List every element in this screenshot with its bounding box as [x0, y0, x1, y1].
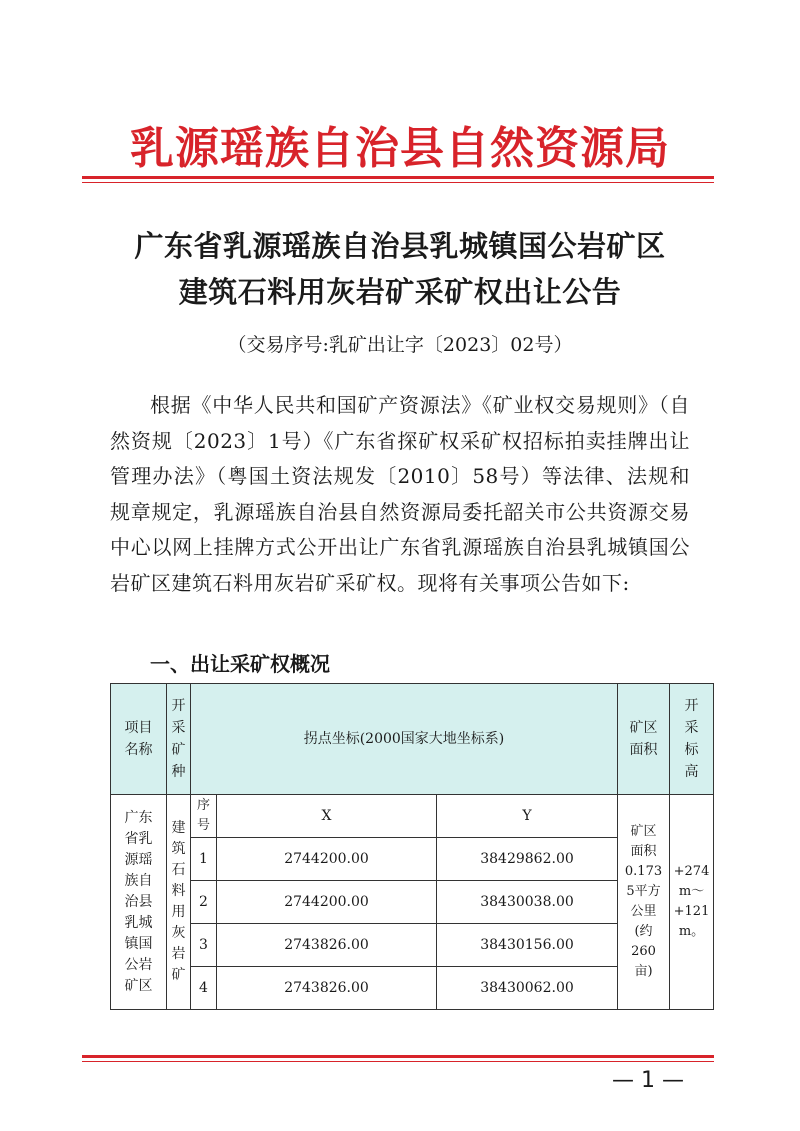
title-line-2: 建筑石料用灰岩矿采矿权出让公告	[178, 275, 622, 309]
table-sub-header-row	[111, 795, 714, 838]
sub-header-seq: 序 号	[191, 795, 217, 838]
sub-header-y: Y	[437, 795, 618, 838]
cell-y: 38429862.00	[437, 838, 618, 881]
sub-header-x: X	[217, 795, 437, 838]
cell-x: 2743826.00	[217, 924, 437, 967]
cell-y: 38430156.00	[437, 924, 618, 967]
red-rule-top-thick	[82, 176, 714, 179]
cell-x: 2743826.00	[217, 967, 437, 1010]
red-rule-bottom-thin	[82, 1061, 714, 1062]
header-elevation: 开 采 标 高	[670, 684, 714, 795]
page-number: — 1 —	[612, 1068, 684, 1093]
red-rule-bottom-thick	[82, 1055, 714, 1058]
cell-x: 2744200.00	[217, 838, 437, 881]
mining-rights-table	[110, 683, 714, 1010]
cell-seq: 3	[191, 924, 217, 967]
cell-mineral-type: 建 筑 石 料 用 灰 岩 矿	[167, 795, 191, 1010]
cell-seq: 4	[191, 967, 217, 1010]
serial-number: （交易序号:乳矿出让字〔2023〕02号）	[227, 334, 573, 356]
body-paragraph: 根据《中华人民共和国矿产资源法》《矿业权交易规则》（自然资规〔2023〕1号）《广东省探矿权采矿权招标拍卖挂牌出让管理办法》（粤国土资法规发〔2010〕58号）等法律、法规和规章规定，乳源瑶族自治县自然资源局委托韶关市公共资源交易中心以网上挂牌方式公开出让广东省乳源瑶族自治县乳城镇国公岩矿区建筑石料用灰岩矿采矿权。现将有关事项公告如下:	[110, 393, 690, 595]
cell-elevation: +274 m～ +121 m。	[670, 795, 714, 1010]
cell-project-name: 广东 省乳 源瑶 族自 治县 乳城 镇国 公岩 矿区	[111, 795, 167, 1010]
cell-y: 38430062.00	[437, 967, 618, 1010]
header-project-name: 项目 名称	[111, 684, 167, 795]
cell-x: 2744200.00	[217, 881, 437, 924]
cell-seq: 2	[191, 881, 217, 924]
cell-seq: 1	[191, 838, 217, 881]
masthead: 乳源瑶族自治县自然资源局	[130, 123, 670, 174]
header-area: 矿区 面积	[618, 684, 670, 795]
cell-area: 矿区 面积 0.173 5平方 公里 (约 260 亩)	[618, 795, 670, 1010]
header-mineral-type: 开 采 矿 种	[167, 684, 191, 795]
red-rule-top-thin	[82, 182, 714, 183]
title-line-1: 广东省乳源瑶族自治县乳城镇国公岩矿区	[134, 229, 666, 263]
table-header-row	[111, 684, 714, 795]
header-coordinates: 拐点坐标(2000国家大地坐标系)	[191, 684, 618, 795]
cell-y: 38430038.00	[437, 881, 618, 924]
section-heading-1: 一、出让采矿权概况	[150, 652, 330, 676]
